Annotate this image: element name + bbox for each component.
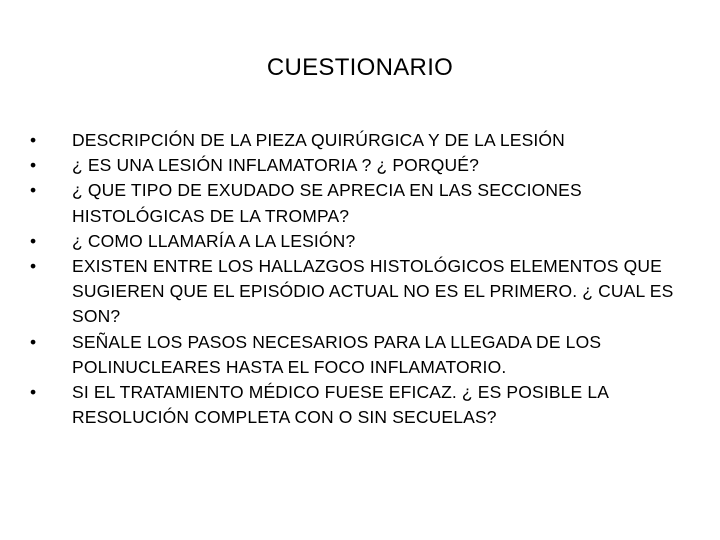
question-text: SI EL TRATAMIENTO MÉDICO FUESE EFICAZ. ¿ ES POSIBLE LA RESOLUCIÓN COMPLETA CON O SIN SECUELAS? [72, 382, 609, 428]
list-item [30, 178, 700, 228]
question-text: ¿ ES UNA LESIÓN INFLAMATORIA ? ¿ PORQUÉ? [72, 155, 479, 176]
bullet-icon: • [30, 180, 37, 201]
bullet-icon: • [30, 130, 37, 150]
list-item [30, 229, 700, 254]
question-text: ¿ COMO LLAMARÍA A LA LESIÓN? [72, 230, 356, 251]
list-item [30, 254, 700, 330]
list-item [30, 153, 700, 178]
list-item [30, 330, 700, 380]
list-item [30, 128, 700, 153]
question-text: DESCRIPCIÓN DE LA PIEZA QUIRÚRGICA Y DE LA LESIÓN [72, 130, 565, 150]
question-text: SEÑALE LOS PASOS NECESARIOS PARA LA LLEGADA DE LOS POLINUCLEARES HASTA EL FOCO INFLAMATORIO. [72, 331, 602, 377]
question-text: EXISTEN ENTRE LOS HALLAZGOS HISTOLÓGICOS ELEMENTOS QUE SUGIEREN QUE EL EPISÓDIO ACTUAL NO ES EL PRIMERO. ¿ CUAL ES SON? [72, 256, 674, 327]
bullet-icon: • [30, 155, 37, 176]
bullet-icon: • [30, 256, 37, 277]
bullet-icon: • [30, 230, 37, 251]
question-list [30, 128, 700, 430]
list-item [30, 380, 700, 430]
question-text: ¿ QUE TIPO DE EXUDADO SE APRECIA EN LAS SECCIONES HISTOLÓGICAS DE LA TROMPA? [72, 180, 582, 226]
slide-title: CUESTIONARIO [266, 54, 454, 81]
bullet-icon: • [30, 382, 37, 403]
bullet-icon: • [30, 331, 37, 352]
